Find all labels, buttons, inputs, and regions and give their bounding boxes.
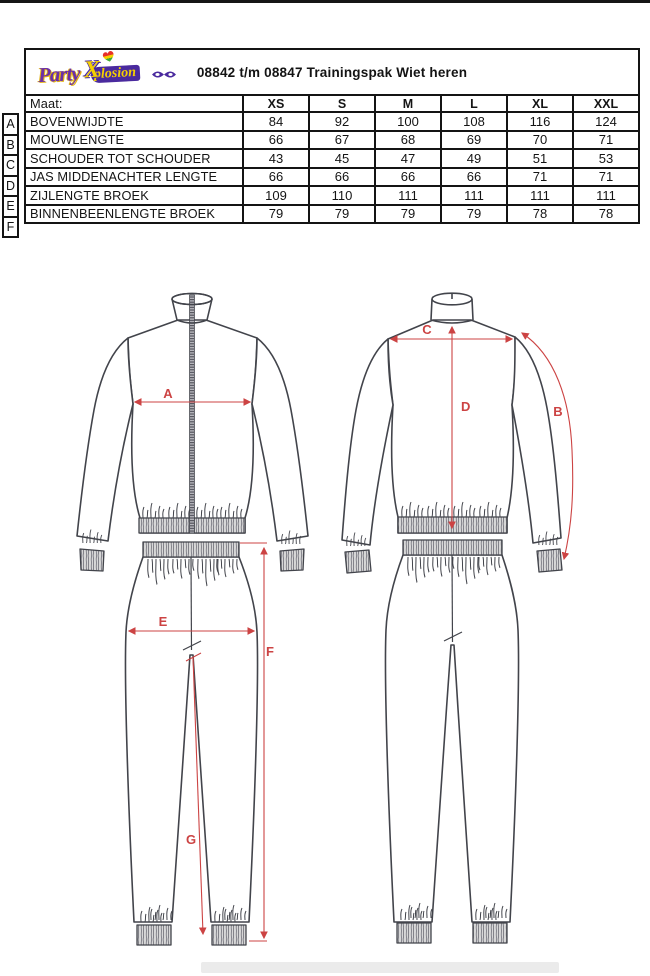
jacket-front-drawing [77,294,308,572]
row-letter: F [2,216,19,239]
measure-value: 70 [506,130,572,149]
measure-name: JAS MIDDENACHTER LENGTE [26,167,242,186]
measure-value: 124 [572,111,638,130]
measure-value: 100 [374,111,440,130]
pants-back-center-seam [452,555,453,642]
row-letter: D [2,175,19,198]
measure-value: 71 [506,167,572,186]
row-letter: C [2,154,19,177]
jacket-front-zipper [190,295,195,533]
measure-value: 51 [506,148,572,167]
table-header [26,50,638,96]
measure-value: 78 [506,204,572,223]
jacket-back-right-cuff [537,549,562,572]
table-row [26,185,638,204]
measure-label-f: F [266,644,274,659]
pants-back-left-cuff [397,923,431,943]
size-row-label: Maat: [30,96,63,111]
measure-value: 68 [374,130,440,149]
measure-value: 71 [572,130,638,149]
measure-value: 79 [374,204,440,223]
measure-value: 111 [374,185,440,204]
brand-logo [38,53,188,93]
jacket-front-hem-left [139,518,190,533]
row-letter: A [2,113,19,136]
measure-value: 47 [374,148,440,167]
jacket-front-left-sleeve [77,338,133,541]
size-col-s: S [308,96,374,111]
pants-front-left-cuff [137,925,171,945]
measure-value: 53 [572,148,638,167]
measure-value: 45 [308,148,374,167]
logo-plosion-text: plosion [93,64,137,83]
pants-back-drawing [385,540,518,943]
measure-label-d: D [461,399,471,414]
measure-value: 66 [374,167,440,186]
pants-front-waistband [143,542,239,557]
measure-value: 116 [506,111,572,130]
size-col-xxl: XXL [572,96,638,111]
measure-value: 108 [440,111,506,130]
logo-party-text: Party [37,60,81,88]
measure-label-a: A [163,386,173,401]
measure-value: 111 [506,185,572,204]
size-col-l: L [440,96,506,111]
jacket-back-right-sleeve [512,337,561,543]
measure-label-c: C [422,322,432,337]
measure-value: 66 [308,167,374,186]
logo-x-text: X [83,56,101,84]
measure-label-g: G [185,832,197,847]
table-row [26,111,638,130]
row-letter-column [2,113,19,238]
measure-name: MOUWLENGTE [26,130,242,149]
size-col-m: M [374,96,440,111]
measure-value: 110 [308,185,374,204]
measure-value: 79 [308,204,374,223]
measure-value: 71 [572,167,638,186]
jacket-front-left-cuff [80,549,104,571]
measure-value: 79 [440,204,506,223]
measure-value: 66 [242,167,308,186]
measure-value: 66 [440,167,506,186]
table-row [26,204,638,223]
measure-value: 78 [572,204,638,223]
measure-value: 67 [308,130,374,149]
jacket-back-left-sleeve [342,339,393,545]
jacket-back-collar [431,293,473,323]
measure-value: 69 [440,130,506,149]
measure-value: 111 [440,185,506,204]
logo-mask-icon [151,68,177,81]
page-bottom-shadow [201,962,559,973]
pants-front-drawing [125,542,257,945]
table-row [26,167,638,186]
measure-value: 109 [242,185,308,204]
measure-name: ZIJLENGTE BROEK [26,185,242,204]
pants-front-center-seam [191,557,192,650]
measure-value: 66 [242,130,308,149]
logo-heart-icon [101,49,117,64]
measure-value: 79 [242,204,308,223]
pants-front-right-cuff [212,925,246,945]
measure-value: 92 [308,111,374,130]
measure-name: BINNENBEENLENGTE BROEK [26,204,242,223]
size-table [24,48,640,224]
table-size-header-row [26,96,638,111]
jacket-front-hem-right [194,518,245,533]
size-col-xs: XS [242,96,308,111]
measure-value: 84 [242,111,308,130]
pants-back-waistband [403,540,502,555]
measure-name: SCHOUDER TOT SCHOUDER [26,148,242,167]
jacket-front-right-cuff [280,549,304,571]
measure-value: 111 [572,185,638,204]
measure-name: BOVENWIJDTE [26,111,242,130]
measure-label-e: E [158,614,168,629]
row-letter: B [2,134,19,157]
table-row [26,148,638,167]
document-title: 08842 t/m 08847 Trainingspak Wiet heren [196,64,468,80]
pants-back-right-cuff [473,923,507,943]
row-letter: E [2,195,19,218]
measure-value: 43 [242,148,308,167]
measure-value: 49 [440,148,506,167]
size-col-xl: XL [506,96,572,111]
jacket-back-left-cuff [345,550,371,573]
measure-label-b: B [553,404,563,419]
table-row [26,130,638,149]
jacket-front-right-sleeve [252,338,308,541]
